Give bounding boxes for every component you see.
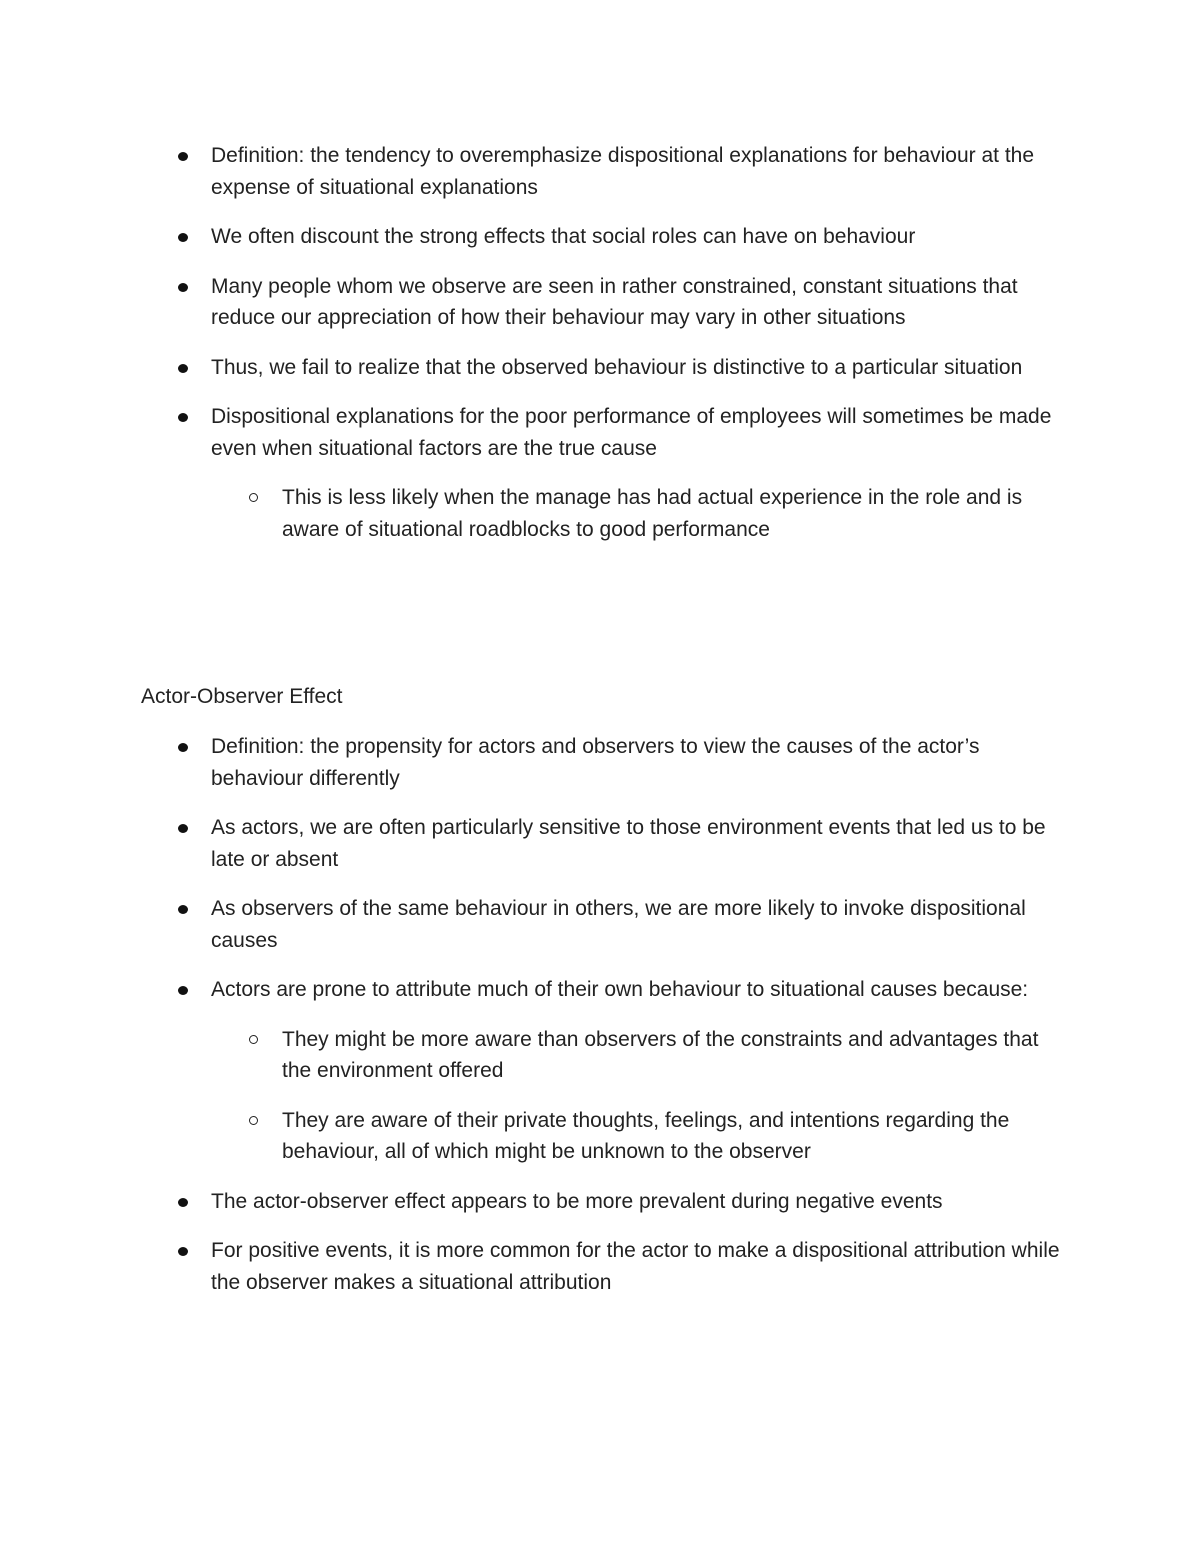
list-item-text: Actors are prone to attribute much of their own behaviour to situational causes because: (211, 978, 1029, 1001)
bullet-disc-icon (178, 743, 188, 752)
list-item-text: Dispositional explanations for the poor performance of employees will sometimes be made even when situational factors are the true cause (211, 405, 1052, 460)
list-item (0, 731, 1071, 794)
fundamental-attribution-error-section (0, 140, 1200, 545)
bullet-disc-icon (178, 1198, 188, 1207)
bullet-list (0, 731, 1200, 1298)
list-item (0, 893, 1071, 956)
list-item (0, 352, 1071, 384)
list-item (0, 1186, 1071, 1218)
actor-observer-effect-section (0, 681, 1200, 1316)
list-item-text: For positive events, it is more common for the actor to make a dispositional attribution while the observer makes a situational attribution (211, 1239, 1060, 1294)
bullet-disc-icon (178, 283, 188, 292)
sub-list-item-text: They might be more aware than observers of the constraints and advantages that the environment offered (282, 1027, 1039, 1082)
bullet-list (0, 140, 1200, 545)
list-item-text: The actor-observer effect appears to be more prevalent during negative events (211, 1189, 943, 1213)
sub-list-item-text: They are aware of their private thoughts, feelings, and intentions regarding the behaviour, all of which might be unknown to the observer (282, 1108, 1010, 1163)
bullet-disc-icon (178, 364, 188, 373)
bullet-circle-icon (249, 1116, 258, 1125)
sub-bullet-list (0, 1024, 1071, 1168)
list-item-text: Definition: the tendency to overemphasize dispositional explanations for behaviour at the expense of situational explanations (211, 144, 1035, 199)
bullet-circle-icon (249, 1035, 258, 1044)
sub-list-item (0, 1024, 1071, 1087)
sub-bullet-list (0, 482, 1071, 545)
list-item-text: As actors, we are often particularly sensitive to those environment events that led us to be late or absent (211, 816, 1046, 871)
list-item (0, 140, 1071, 203)
bullet-disc-icon (178, 413, 188, 422)
list-item (0, 401, 1071, 545)
list-item (0, 812, 1071, 875)
bullet-disc-icon (178, 1247, 188, 1256)
list-item (0, 974, 1071, 1168)
bullet-disc-icon (178, 152, 188, 161)
section-heading: Actor-Observer Effect (141, 685, 343, 708)
sub-list-item (0, 482, 1071, 545)
bullet-disc-icon (178, 233, 188, 242)
bullet-circle-icon (249, 493, 258, 502)
list-item-text: As observers of the same behaviour in others, we are more likely to invoke dispositional causes (211, 897, 1026, 952)
list-item-text: Thus, we fail to realize that the observed behaviour is distinctive to a particular situation (211, 355, 1023, 379)
bullet-disc-icon (178, 986, 188, 995)
sub-list-item (0, 1105, 1071, 1168)
list-item (0, 1235, 1071, 1298)
list-item-text: We often discount the strong effects that social roles can have on behaviour (211, 225, 916, 248)
list-item-text: Many people whom we observe are seen in rather constrained, constant situations that reduce our appreciation of how their behaviour may vary in other situations (211, 274, 1018, 329)
list-item (0, 221, 1071, 253)
list-item-text: Definition: the propensity for actors and observers to view the causes of the actor’s behaviour differently (211, 735, 980, 790)
bullet-disc-icon (178, 905, 188, 914)
list-item (0, 271, 1071, 334)
sub-list-item-text: This is less likely when the manage has had actual experience in the role and is aware of situational roadblocks to good performance (282, 486, 1023, 541)
bullet-disc-icon (178, 824, 188, 833)
